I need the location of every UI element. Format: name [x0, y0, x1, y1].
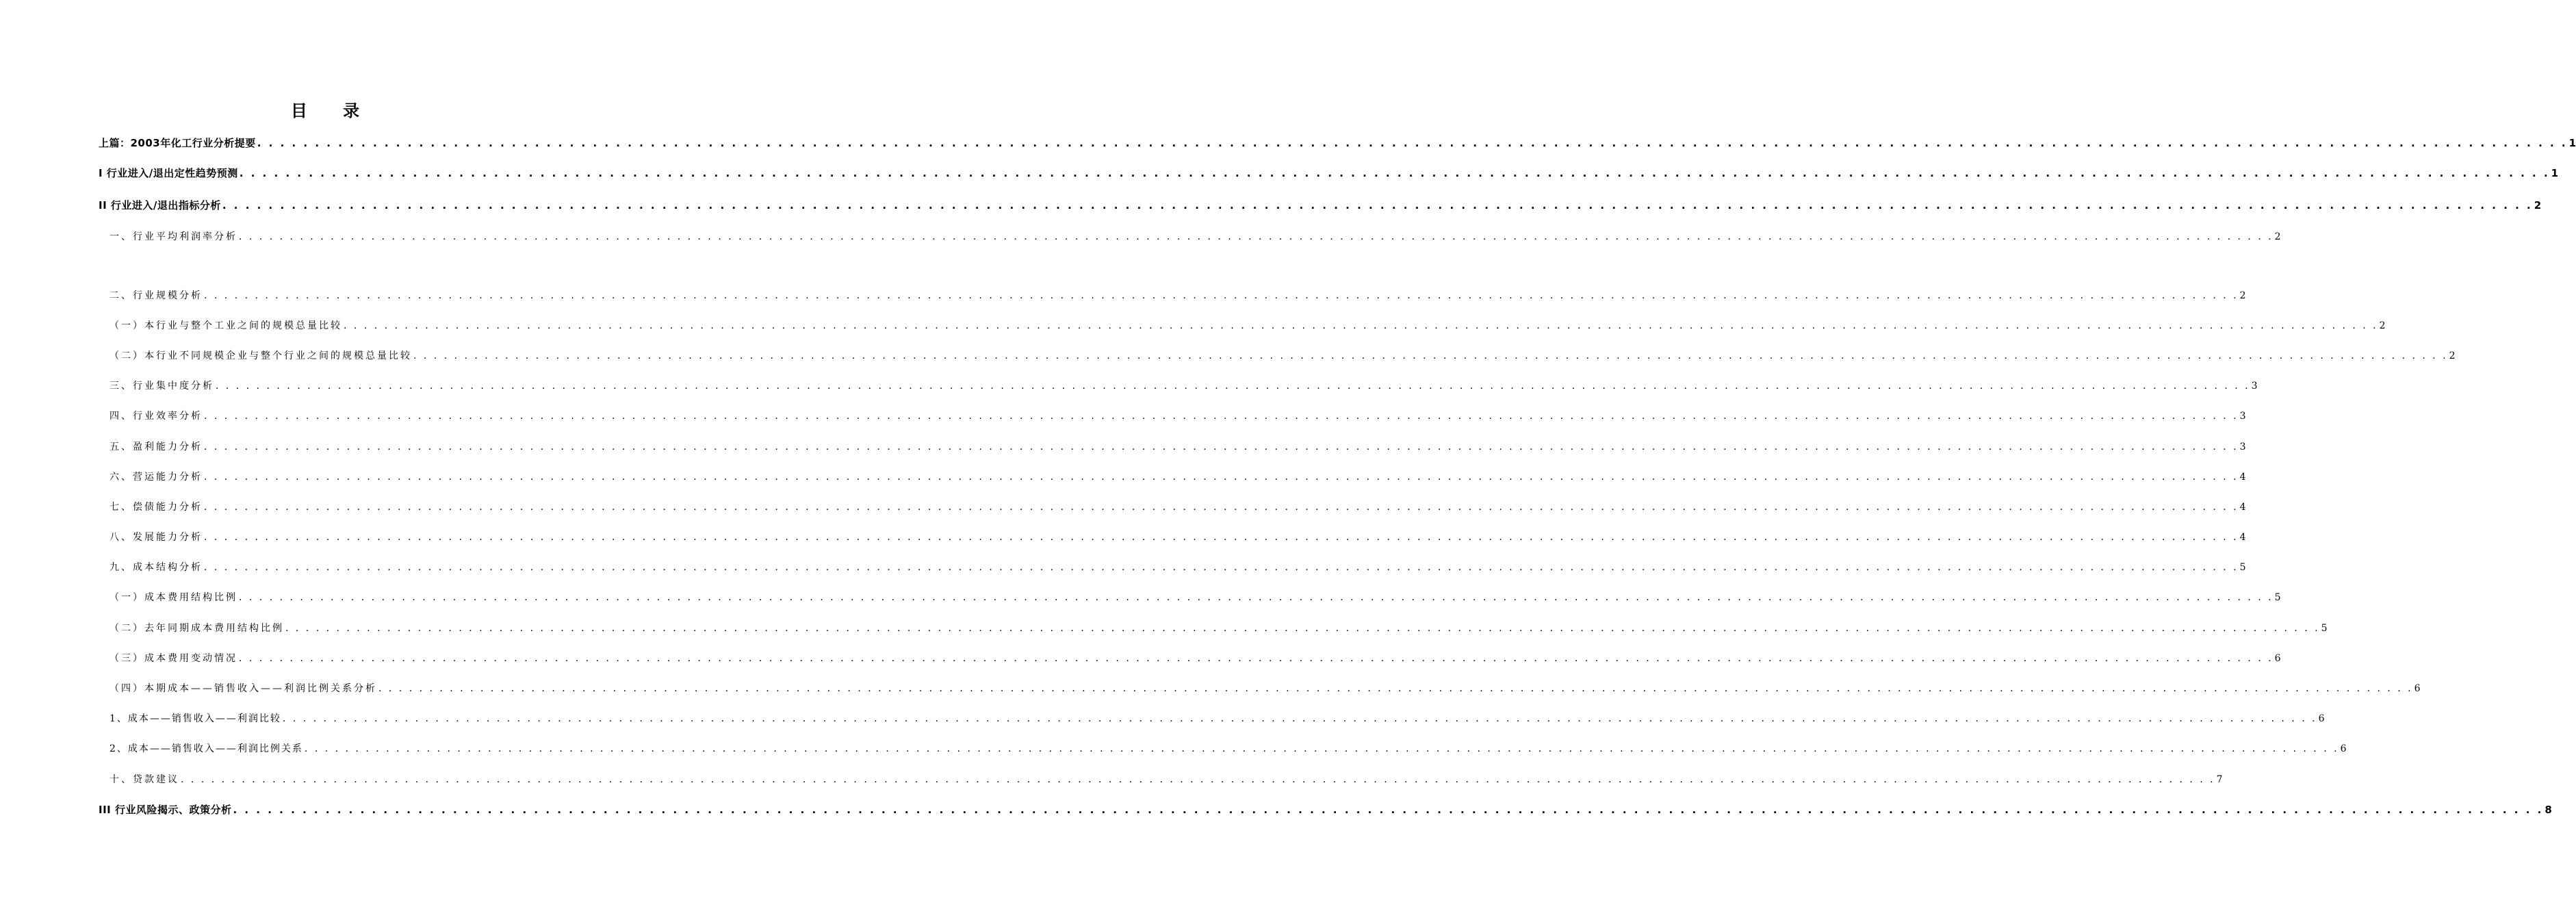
toc-entry-label: 六、营运能力分析: [110, 472, 203, 483]
toc-entry-label: 七、偿债能力分析: [110, 502, 203, 513]
toc-entry[interactable]: [110, 528, 2246, 546]
toc-entry-page-number: 6: [2414, 683, 2421, 694]
dot-leader: . . . . . . . . . . . . . . . . . . . . . . . . . . . . . . . . . . . . . . . . . . . . . . . . . . . . . . . . . . . . . . . . . . . . . . . . . . . . . . . . . . . . . . . . . . . . . . . . . . . . . . . . . . . . . . . . . . . . . . . . . . . . . . . . . . . . . . . . . . . . . . . . . . . . . . . . . . . . . . . . . . . . . . . . . . . . . . . . . . . . . . . . . . . . . . . . . . . . . . . .: [239, 167, 2550, 179]
dot-leader: . . . . . . . . . . . . . . . . . . . . . . . . . . . . . . . . . . . . . . . . . . . . . . . . . . . . . . . . . . . . . . . . . . . . . . . . . . . . . . . . . . . . . . . . . . . . . . . . . . . . . . . . . . . . . . . . . . . . . . . . . . . . . . . . . . . . . . . . . . . . . . . . . . . . . . . . . . . . . . . . . . . . . . . . . . . . . . . . . . . . . . . . . . . . . . . . . . . . . . . .: [239, 592, 2274, 603]
toc-entry-label: 九、成本结构分析: [110, 562, 203, 573]
toc-entry-page-number: 3: [2239, 411, 2246, 422]
toc-entry-label: （一）成本费用结构比例: [110, 592, 237, 603]
dot-leader: . . . . . . . . . . . . . . . . . . . . . . . . . . . . . . . . . . . . . . . . . . . . . . . . . . . . . . . . . . . . . . . . . . . . . . . . . . . . . . . . . . . . . . . . . . . . . . . . . . . . . . . . . . . . . . . . . . . . . . . . . . . . . . . . . . . . . . . . . . . . . . . . . . . . . . . . . . . . . . . . . . . . . . . . . . . . . . . . . . . . . . . . . . . . . . . . . . . . . . . .: [204, 472, 2239, 483]
dot-leader: . . . . . . . . . . . . . . . . . . . . . . . . . . . . . . . . . . . . . . . . . . . . . . . . . . . . . . . . . . . . . . . . . . . . . . . . . . . . . . . . . . . . . . . . . . . . . . . . . . . . . . . . . . . . . . . . . . . . . . . . . . . . . . . . . . . . . . . . . . . . . . . . . . . . . . . . . . . . . . . . . . . . . . . . . . . . . . . . . . . . . . . . . . . . . . . . . . . . . . . .: [204, 442, 2239, 452]
toc-entry[interactable]: [110, 228, 2281, 246]
dot-leader: . . . . . . . . . . . . . . . . . . . . . . . . . . . . . . . . . . . . . . . . . . . . . . . . . . . . . . . . . . . . . . . . . . . . . . . . . . . . . . . . . . . . . . . . . . . . . . . . . . . . . . . . . . . . . . . . . . . . . . . . . . . . . . . . . . . . . . . . . . . . . . . . . . . . . . . . . . . . . . . . . . . . . . . . . . . . . . . . . . . . . . . . . . . . . . . . . . . . . . . .: [204, 411, 2239, 422]
toc-title: 目 录: [290, 101, 375, 120]
toc-entry[interactable]: [99, 196, 2542, 214]
toc-entry-label: III 行业风险揭示、政策分析: [99, 804, 232, 816]
toc-entry[interactable]: [110, 347, 2456, 365]
toc-entry[interactable]: [110, 498, 2246, 516]
toc-entry-page-number: 1: [2568, 137, 2576, 149]
toc-entry-page-number: 6: [2340, 743, 2347, 754]
toc-entry-page-number: 2: [2274, 231, 2281, 242]
dot-leader: . . . . . . . . . . . . . . . . . . . . . . . . . . . . . . . . . . . . . . . . . . . . . . . . . . . . . . . . . . . . . . . . . . . . . . . . . . . . . . . . . . . . . . . . . . . . . . . . . . . . . . . . . . . . . . . . . . . . . . . . . . . . . . . . . . . . . . . . . . . . . . . . . . . . . . . . . . . . . . . . . . . . . . . . . . . . . . . . . . . . . . . . . . . . . . . . . . . . . . . .: [257, 137, 2568, 149]
toc-entry-label: （四）本期成本——销售收入——利润比例关系分析: [110, 683, 377, 694]
toc-entry[interactable]: [110, 650, 2281, 667]
toc-entry-page-number: 5: [2321, 623, 2328, 634]
toc-entry-page-number: 7: [2216, 774, 2223, 785]
dot-leader: . . . . . . . . . . . . . . . . . . . . . . . . . . . . . . . . . . . . . . . . . . . . . . . . . . . . . . . . . . . . . . . . . . . . . . . . . . . . . . . . . . . . . . . . . . . . . . . . . . . . . . . . . . . . . . . . . . . . . . . . . . . . . . . . . . . . . . . . . . . . . . . . . . . . . . . . . . . . . . . . . . . . . . . . . . . . . . . . . . . . . . . . . . . . . . . . . . . . . . . .: [222, 199, 2533, 212]
toc-entry[interactable]: [110, 710, 2325, 728]
toc-entry[interactable]: [110, 740, 2347, 758]
toc-entry-label: 八、发展能力分析: [110, 532, 203, 543]
toc-entry-label: （二）本行业不同规模企业与整个行业之间的规模总量比较: [110, 350, 412, 361]
dot-leader: . . . . . . . . . . . . . . . . . . . . . . . . . . . . . . . . . . . . . . . . . . . . . . . . . . . . . . . . . . . . . . . . . . . . . . . . . . . . . . . . . . . . . . . . . . . . . . . . . . . . . . . . . . . . . . . . . . . . . . . . . . . . . . . . . . . . . . . . . . . . . . . . . . . . . . . . . . . . . . . . . . . . . . . . . . . . . . . . . . . . . . . . . . . . . . . . . . . . . . . .: [204, 290, 2239, 301]
toc-entry-page-number: 8: [2545, 804, 2552, 816]
toc-entry-page-number: 3: [2239, 442, 2246, 452]
toc-entry-page-number: 4: [2239, 472, 2246, 483]
dot-leader: . . . . . . . . . . . . . . . . . . . . . . . . . . . . . . . . . . . . . . . . . . . . . . . . . . . . . . . . . . . . . . . . . . . . . . . . . . . . . . . . . . . . . . . . . . . . . . . . . . . . . . . . . . . . . . . . . . . . . . . . . . . . . . . . . . . . . . . . . . . . . . . . . . . . . . . . . . . . . . . . . . . . . . . . . . . . . . . . . . . . . . . . . . . . . . . . . . . . . . . .: [285, 623, 2320, 634]
toc-entry-page-number: 1: [2551, 167, 2559, 179]
dot-leader: . . . . . . . . . . . . . . . . . . . . . . . . . . . . . . . . . . . . . . . . . . . . . . . . . . . . . . . . . . . . . . . . . . . . . . . . . . . . . . . . . . . . . . . . . . . . . . . . . . . . . . . . . . . . . . . . . . . . . . . . . . . . . . . . . . . . . . . . . . . . . . . . . . . . . . . . . . . . . . . . . . . . . . . . . . . . . . . . . . . . . . . . . . . . . . . . . . . . . . . .: [204, 532, 2239, 543]
toc-entry-page-number: 5: [2239, 562, 2246, 573]
toc-entry-label: （二）去年同期成本费用结构比例: [110, 623, 284, 634]
toc-entry-page-number: 3: [2251, 381, 2258, 392]
dot-leader: . . . . . . . . . . . . . . . . . . . . . . . . . . . . . . . . . . . . . . . . . . . . . . . . . . . . . . . . . . . . . . . . . . . . . . . . . . . . . . . . . . . . . . . . . . . . . . . . . . . . . . . . . . . . . . . . . . . . . . . . . . . . . . . . . . . . . . . . . . . . . . . . . . . . . . . . . . . . . . . . . . . . . . . . . . . . . . . . . . . . . . . . . . . . . . . . . . . . . . . .: [378, 683, 2413, 694]
toc-entry-page-number: 4: [2239, 532, 2246, 543]
toc-entry-page-number: 4: [2239, 502, 2246, 513]
dot-leader: . . . . . . . . . . . . . . . . . . . . . . . . . . . . . . . . . . . . . . . . . . . . . . . . . . . . . . . . . . . . . . . . . . . . . . . . . . . . . . . . . . . . . . . . . . . . . . . . . . . . . . . . . . . . . . . . . . . . . . . . . . . . . . . . . . . . . . . . . . . . . . . . . . . . . . . . . . . . . . . . . . . . . . . . . . . . . . . . . . . . . . . . . . . . . . . . . . . . . . . .: [216, 381, 2250, 392]
dot-leader: . . . . . . . . . . . . . . . . . . . . . . . . . . . . . . . . . . . . . . . . . . . . . . . . . . . . . . . . . . . . . . . . . . . . . . . . . . . . . . . . . . . . . . . . . . . . . . . . . . . . . . . . . . . . . . . . . . . . . . . . . . . . . . . . . . . . . . . . . . . . . . . . . . . . . . . . . . . . . . . . . . . . . . . . . . . . . . . . . . . . . . . . . . . . . . . . . . . . . . . .: [233, 804, 2544, 816]
dot-leader: . . . . . . . . . . . . . . . . . . . . . . . . . . . . . . . . . . . . . . . . . . . . . . . . . . . . . . . . . . . . . . . . . . . . . . . . . . . . . . . . . . . . . . . . . . . . . . . . . . . . . . . . . . . . . . . . . . . . . . . . . . . . . . . . . . . . . . . . . . . . . . . . . . . . . . . . . . . . . . . . . . . . . . . . . . . . . . . . . . . . . . . . . . . . . . . . . . . . . . . .: [181, 774, 2215, 785]
toc-entry-label: 二、行业规模分析: [110, 290, 203, 301]
toc-entry[interactable]: [99, 801, 2552, 819]
toc-entry[interactable]: [110, 680, 2421, 698]
toc-entry-page-number: 5: [2274, 592, 2281, 603]
toc-entry[interactable]: [110, 438, 2246, 456]
toc-entry-label: 十、贷款建议: [110, 774, 179, 785]
dot-leader: . . . . . . . . . . . . . . . . . . . . . . . . . . . . . . . . . . . . . . . . . . . . . . . . . . . . . . . . . . . . . . . . . . . . . . . . . . . . . . . . . . . . . . . . . . . . . . . . . . . . . . . . . . . . . . . . . . . . . . . . . . . . . . . . . . . . . . . . . . . . . . . . . . . . . . . . . . . . . . . . . . . . . . . . . . . . . . . . . . . . . . . . . . . . . . . . . . . . . . . .: [239, 231, 2274, 242]
toc-entry[interactable]: [110, 589, 2281, 606]
dot-leader: . . . . . . . . . . . . . . . . . . . . . . . . . . . . . . . . . . . . . . . . . . . . . . . . . . . . . . . . . . . . . . . . . . . . . . . . . . . . . . . . . . . . . . . . . . . . . . . . . . . . . . . . . . . . . . . . . . . . . . . . . . . . . . . . . . . . . . . . . . . . . . . . . . . . . . . . . . . . . . . . . . . . . . . . . . . . . . . . . . . . . . . . . . . . . . . . . . . . . . . .: [239, 653, 2274, 664]
dot-leader: . . . . . . . . . . . . . . . . . . . . . . . . . . . . . . . . . . . . . . . . . . . . . . . . . . . . . . . . . . . . . . . . . . . . . . . . . . . . . . . . . . . . . . . . . . . . . . . . . . . . . . . . . . . . . . . . . . . . . . . . . . . . . . . . . . . . . . . . . . . . . . . . . . . . . . . . . . . . . . . . . . . . . . . . . . . . . . . . . . . . . . . . . . . . . . . . . . . . . . . .: [204, 562, 2239, 573]
toc-entry-label: 五、盈利能力分析: [110, 442, 203, 452]
dot-leader: . . . . . . . . . . . . . . . . . . . . . . . . . . . . . . . . . . . . . . . . . . . . . . . . . . . . . . . . . . . . . . . . . . . . . . . . . . . . . . . . . . . . . . . . . . . . . . . . . . . . . . . . . . . . . . . . . . . . . . . . . . . . . . . . . . . . . . . . . . . . . . . . . . . . . . . . . . . . . . . . . . . . . . . . . . . . . . . . . . . . . . . . . . . . . . . . . . . . . . . .: [344, 320, 2378, 331]
dot-leader: . . . . . . . . . . . . . . . . . . . . . . . . . . . . . . . . . . . . . . . . . . . . . . . . . . . . . . . . . . . . . . . . . . . . . . . . . . . . . . . . . . . . . . . . . . . . . . . . . . . . . . . . . . . . . . . . . . . . . . . . . . . . . . . . . . . . . . . . . . . . . . . . . . . . . . . . . . . . . . . . . . . . . . . . . . . . . . . . . . . . . . . . . . . . . . . . . . . . . . . .: [304, 743, 2339, 754]
toc-entry[interactable]: [110, 559, 2246, 576]
toc-entry[interactable]: [99, 164, 2559, 182]
toc-entry-page-number: 6: [2318, 713, 2325, 724]
toc-entry[interactable]: [110, 317, 2386, 335]
toc-entry-page-number: 2: [2449, 350, 2456, 361]
dot-leader: . . . . . . . . . . . . . . . . . . . . . . . . . . . . . . . . . . . . . . . . . . . . . . . . . . . . . . . . . . . . . . . . . . . . . . . . . . . . . . . . . . . . . . . . . . . . . . . . . . . . . . . . . . . . . . . . . . . . . . . . . . . . . . . . . . . . . . . . . . . . . . . . . . . . . . . . . . . . . . . . . . . . . . . . . . . . . . . . . . . . . . . . . . . . . . . . . . . . . . . .: [204, 502, 2239, 513]
toc-entry[interactable]: [99, 134, 2576, 152]
toc-entry-label: 1、成本——销售收入——利润比较: [110, 713, 281, 724]
toc-entry-label: （一）本行业与整个工业之间的规模总量比较: [110, 320, 342, 331]
toc-entry-label: 一、行业平均利润率分析: [110, 231, 237, 242]
toc-entry[interactable]: [110, 287, 2246, 305]
toc-entry-label: 2、成本——销售收入——利润比例关系: [110, 743, 303, 754]
dot-leader: . . . . . . . . . . . . . . . . . . . . . . . . . . . . . . . . . . . . . . . . . . . . . . . . . . . . . . . . . . . . . . . . . . . . . . . . . . . . . . . . . . . . . . . . . . . . . . . . . . . . . . . . . . . . . . . . . . . . . . . . . . . . . . . . . . . . . . . . . . . . . . . . . . . . . . . . . . . . . . . . . . . . . . . . . . . . . . . . . . . . . . . . . . . . . . . . . . . . . . . .: [413, 350, 2448, 361]
toc-entry[interactable]: [110, 468, 2246, 486]
toc-entry-page-number: 2: [2239, 290, 2246, 301]
toc-entry-label: II 行业进入/退出指标分析: [99, 199, 221, 212]
toc-entry[interactable]: [110, 619, 2328, 637]
toc-entry[interactable]: [110, 407, 2246, 425]
toc-entry-label: 四、行业效率分析: [110, 411, 203, 422]
dot-leader: . . . . . . . . . . . . . . . . . . . . . . . . . . . . . . . . . . . . . . . . . . . . . . . . . . . . . . . . . . . . . . . . . . . . . . . . . . . . . . . . . . . . . . . . . . . . . . . . . . . . . . . . . . . . . . . . . . . . . . . . . . . . . . . . . . . . . . . . . . . . . . . . . . . . . . . . . . . . . . . . . . . . . . . . . . . . . . . . . . . . . . . . . . . . . . . . . . . . . . . .: [282, 713, 2317, 724]
toc-entry-label: （三）成本费用变动情况: [110, 653, 237, 664]
toc-entry-label: 上篇：2003年化工行业分析提要: [99, 137, 256, 149]
toc-entry-page-number: 6: [2274, 653, 2281, 664]
toc-entry-page-number: 2: [2534, 199, 2542, 212]
toc-entry-label: 三、行业集中度分析: [110, 381, 214, 392]
toc-entry-page-number: 2: [2379, 320, 2386, 331]
toc-entry[interactable]: [110, 771, 2223, 789]
toc-entry-label: I 行业进入/退出定性趋势预测: [99, 167, 238, 179]
toc-entry[interactable]: [110, 377, 2258, 395]
